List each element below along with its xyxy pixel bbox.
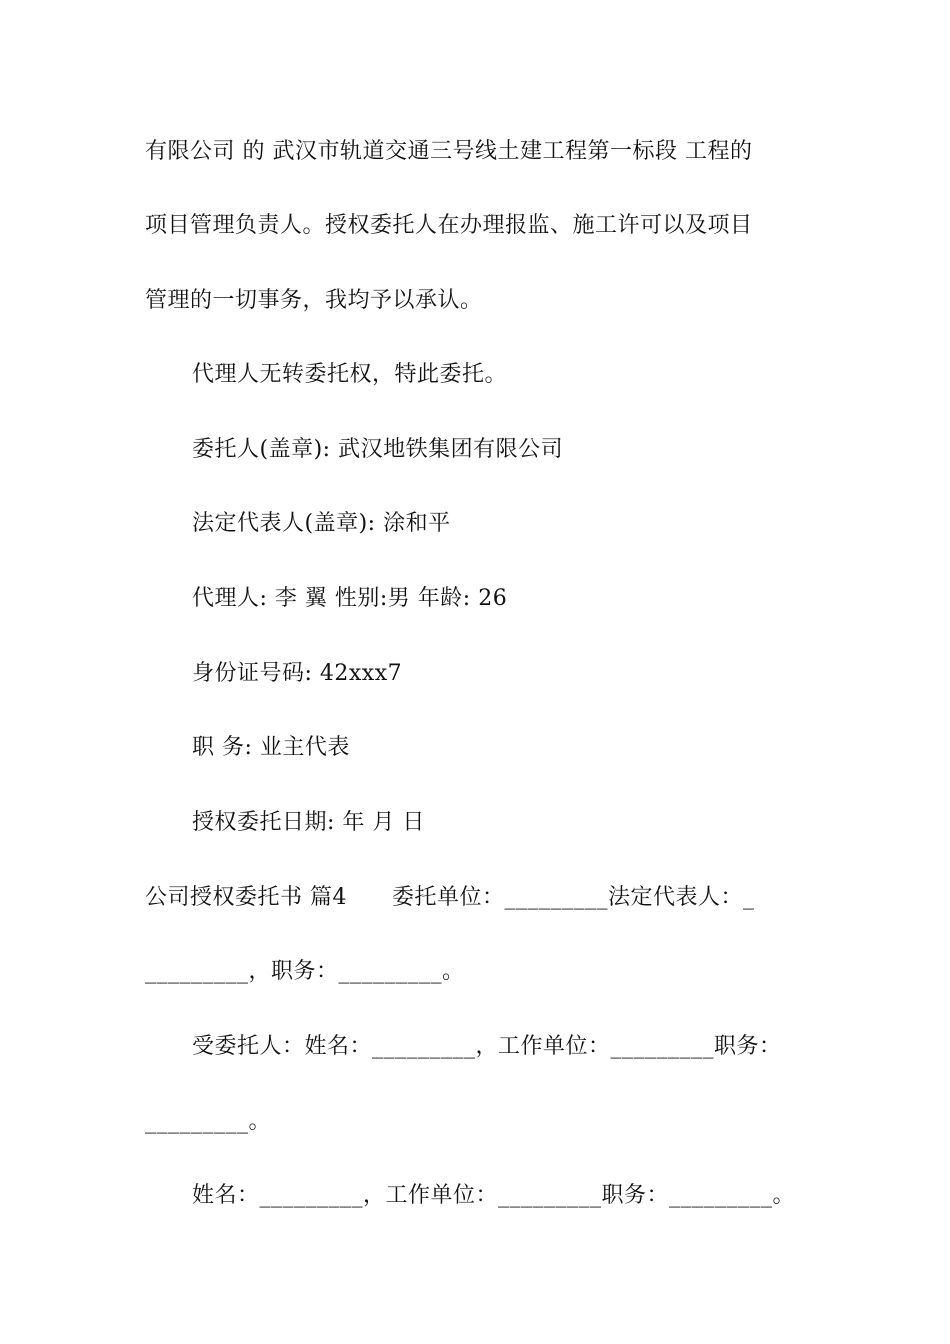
id-number-line: 身份证号码: 42xxx7 xyxy=(192,661,403,686)
section-heading-line: 公司授权委托书 篇4 委托单位：_________法定代表人：_ xyxy=(145,885,755,910)
trustee-line: 受委托人：姓名：_________，工作单位：_________职务： xyxy=(192,1034,782,1059)
paragraph-line-3: 管理的一切事务，我均予以承认。 xyxy=(145,288,483,313)
authorization-date-line: 授权委托日期: 年 月 日 xyxy=(192,810,425,835)
trustee-position-line: _________。 xyxy=(145,1109,272,1134)
agent-info-line: 代理人: 李 翼 性别:男 年龄: 26 xyxy=(192,586,508,611)
principal-seal-line: 委托人(盖章): 武汉地铁集团有限公司 xyxy=(192,437,564,462)
position-line: 职 务: 业主代表 xyxy=(192,735,350,760)
no-subdelegation-line: 代理人无转委托权，特此委托。 xyxy=(192,362,508,387)
paragraph-line-1: 有限公司 的 武汉市轨道交通三号线土建工程第一标段 工程的 xyxy=(145,139,753,164)
position-blank-line: _________，职务：_________。 xyxy=(145,959,465,984)
second-trustee-line: 姓名：_________，工作单位：_________职务：_________。 xyxy=(192,1183,796,1208)
legal-rep-seal-line: 法定代表人(盖章): 涂和平 xyxy=(192,511,451,536)
paragraph-line-2: 项目管理负责人。授权委托人在办理报监、施工许可以及项目 xyxy=(145,213,753,238)
